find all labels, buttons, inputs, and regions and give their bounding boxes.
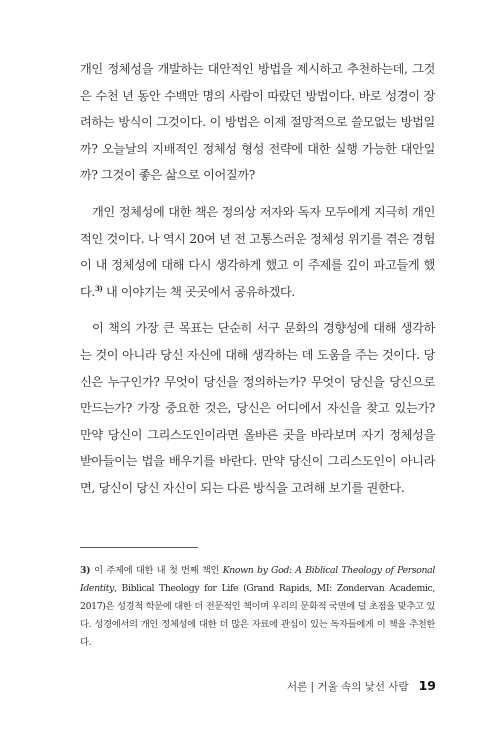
footnote-marker[interactable]: 3) xyxy=(94,283,103,293)
paragraph-3: 이 책의 가장 큰 목표는 단순히 서구 문화의 경향성에 대해 생각하는 것이 아니라 당신 자신에 대해 생각하는 데 도움을 주는 것이다. 당신은 누구인가? 무엇이 당신을 정의하는가? 무엇이 당신을 당신으로 만드는가? 가장 중요한 것은, 당신은 어디에서 자신을 찾고 있는가? 만약 당신이 그리스도인이라면 올바른 곳을 바라보며 자기 정체성을 받아들이는 법을 배우기를 바란다. 만약 당신이 그리스도인이 아니라면, 당신이 당신 자신이 되는 다른 방식을 고려해 보기를 권한다. xyxy=(80,321,435,495)
paragraph-2-text: 개인 정체성에 대한 책은 정의상 저자와 독자 모두에게 지극히 개인적인 것이다. 나 역시 20여 년 전 고통스러운 정체성 위기를 겪은 경험이 내 정체성에 대해 다시 생각하게 했고 이 주제를 깊이 파고들게 했다. xyxy=(80,204,435,299)
page-number: 19 xyxy=(418,678,436,693)
footnote-book-title: Known by God: A Biblical Theology of Personal Identity xyxy=(80,565,436,594)
body-text xyxy=(80,56,435,512)
paragraph-1: 개인 정체성을 개발하는 대안적인 방법을 제시하고 추천하는데, 그것은 수천 년 동안 수백만 명의 사람이 따랐던 방법이다. 바로 성경이 장려하는 방식이 그것이다. 이 방법은 이제 절망적으로 쓸모없는 방법일까? 오늘날의 지배적인 정체성 형성 전략에 대한 실행 가능한 대안일까? 그것이 좋은 삶으로 이어질까? xyxy=(80,62,435,183)
page-footer xyxy=(287,678,436,694)
footnote-text-after: , Biblical Theology for Life (Grand Rapids, MI: Zondervan Academic, 2017)은 성경적 학문에 대한 더 전문적인 책이며 우리의 문화적 국면에 덜 초점을 맞추고 있다. 성경에서의 개인 정체성에 대한 더 많은 자료에 관심이 있는 독자들에게 이 책을 추천한다. xyxy=(80,583,435,648)
footnote-number: 3) xyxy=(80,565,91,576)
footnote-text-before: 이 주제에 대한 내 첫 번째 책인 xyxy=(94,565,223,576)
paragraph-2-tail: 내 이야기는 책 곳곳에서 공유하겠다. xyxy=(102,284,295,299)
footnote xyxy=(80,562,435,652)
footnote-divider xyxy=(80,547,198,548)
running-title: 서론 | 거울 속의 낯선 사람 xyxy=(286,681,409,693)
paragraph-2 xyxy=(80,199,435,305)
